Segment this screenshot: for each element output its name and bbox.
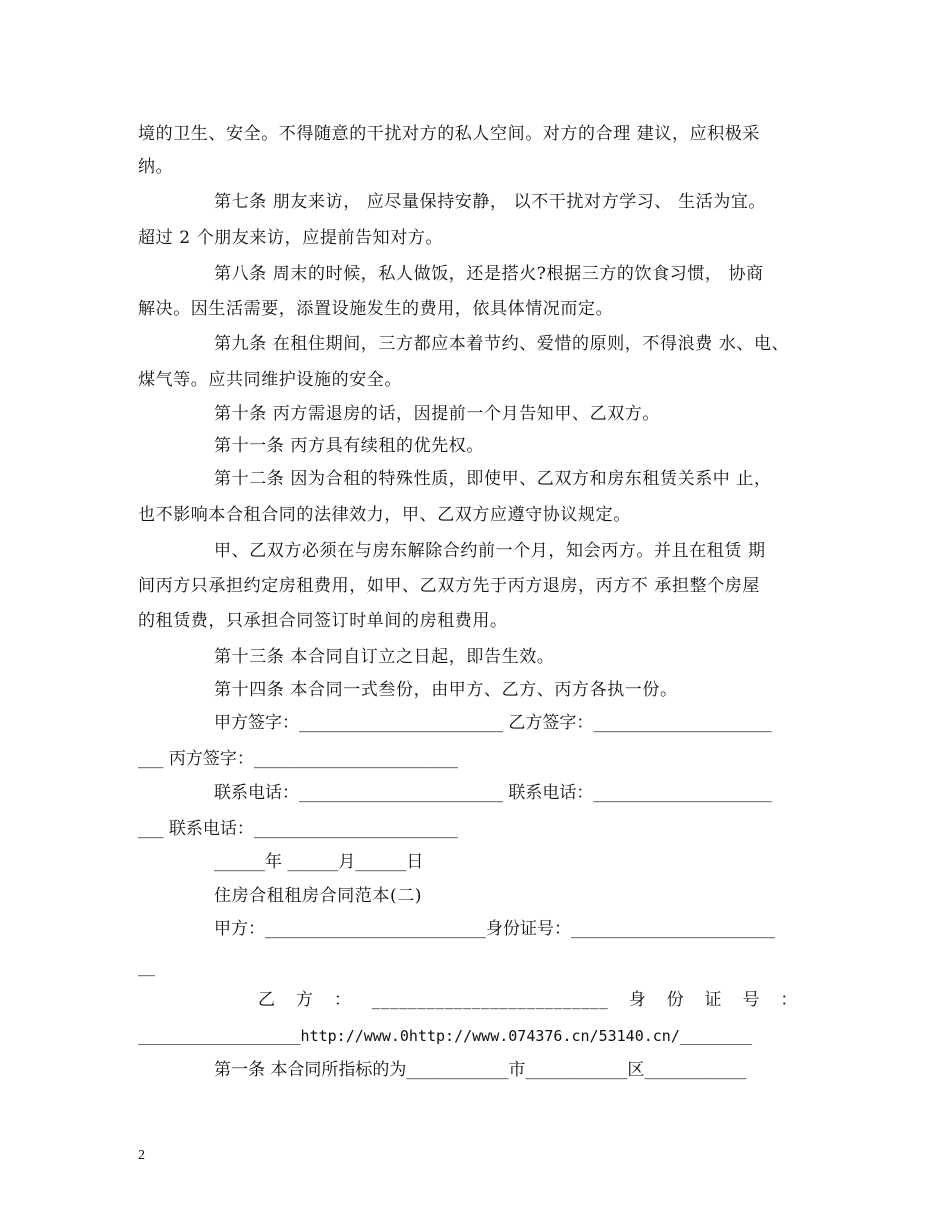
clause-9: 第九条 在租住期间，三方都应本着节约、爱惜的原则，不得浪费 水、电、 bbox=[214, 334, 790, 354]
clause-12: 第十二条 因为合租的特殊性质，即使甲、乙双方和房东租赁关系中 止， bbox=[214, 469, 772, 489]
clause-10: 第十条 丙方需退房的话，因提前一个月告知甲、乙双方。 bbox=[214, 404, 661, 424]
text-line: __ bbox=[138, 957, 155, 977]
text-line: 纳。 bbox=[138, 157, 174, 177]
phone-line-ab: 联系电话：________________________ 联系电话：_____________________ bbox=[214, 783, 772, 803]
clause-11: 第十一条 丙方具有续租的优先权。 bbox=[214, 436, 485, 456]
phone-line-c: ___ 联系电话：________________________ bbox=[138, 819, 458, 839]
section-title: 住房合租租房合同范本(二) bbox=[214, 886, 423, 906]
party-a-line: 甲方：__________________________身份证号：________________________ bbox=[214, 919, 775, 939]
clause-8: 第八条 周末的时候，私人做饭，还是搭火?根据三方的饮食习惯， 协商 bbox=[214, 264, 764, 284]
party-b-line: 乙 方 ： __________________________ 身 份 证 号 ： bbox=[258, 990, 798, 1010]
text-line: 解决。因生活需要，添置设施发生的费用，依具体情况而定。 bbox=[138, 299, 614, 319]
clause-7: 第七条 朋友来访， 应尽量保持安静， 以不干扰对方学习、 生活为宜。 bbox=[214, 192, 767, 212]
text-line: 间丙方只承担约定房租费用，如甲、乙双方先于丙方退房，丙方不 承担整个房屋 bbox=[138, 576, 761, 596]
date-line: ______年 ______月______日 bbox=[214, 852, 424, 872]
url-line: __________________http://www.0http://www.074376.cn/53140.cn/________ bbox=[138, 1027, 753, 1045]
clause-13: 第十三条 本合同自订立之日起，即告生效。 bbox=[214, 647, 555, 667]
text-line: 境的卫生、安全。不得随意的干扰对方的私人空间。对方的合理 建议，应积极采 bbox=[138, 124, 761, 144]
clause-1: 第一条 本合同所指标的为____________市____________区____________ bbox=[214, 1060, 747, 1080]
text-line: 甲、乙双方必须在与房东解除合约前一个月，知会丙方。并且在租赁 期 bbox=[214, 541, 766, 561]
signature-line-ab: 甲方签字：________________________ 乙方签字：_____________________ bbox=[214, 713, 772, 733]
clause-14: 第十四条 本合同一式叁份，由甲方、乙方、丙方各执一份。 bbox=[214, 680, 678, 700]
text-line: 煤气等。应共同维护设施的安全。 bbox=[138, 370, 402, 390]
page-number: 2 bbox=[138, 1148, 145, 1163]
text-line: 超过 2 个朋友来访，应提前告知对方。 bbox=[138, 228, 444, 248]
text-line: 也不影响本合租合同的法律效力，甲、乙双方应遵守协议规定。 bbox=[138, 505, 631, 525]
text-line: 的租赁费，只承担合同签订时单间的房租费用。 bbox=[138, 611, 508, 631]
signature-line-c: ___ 丙方签字：________________________ bbox=[138, 749, 458, 769]
